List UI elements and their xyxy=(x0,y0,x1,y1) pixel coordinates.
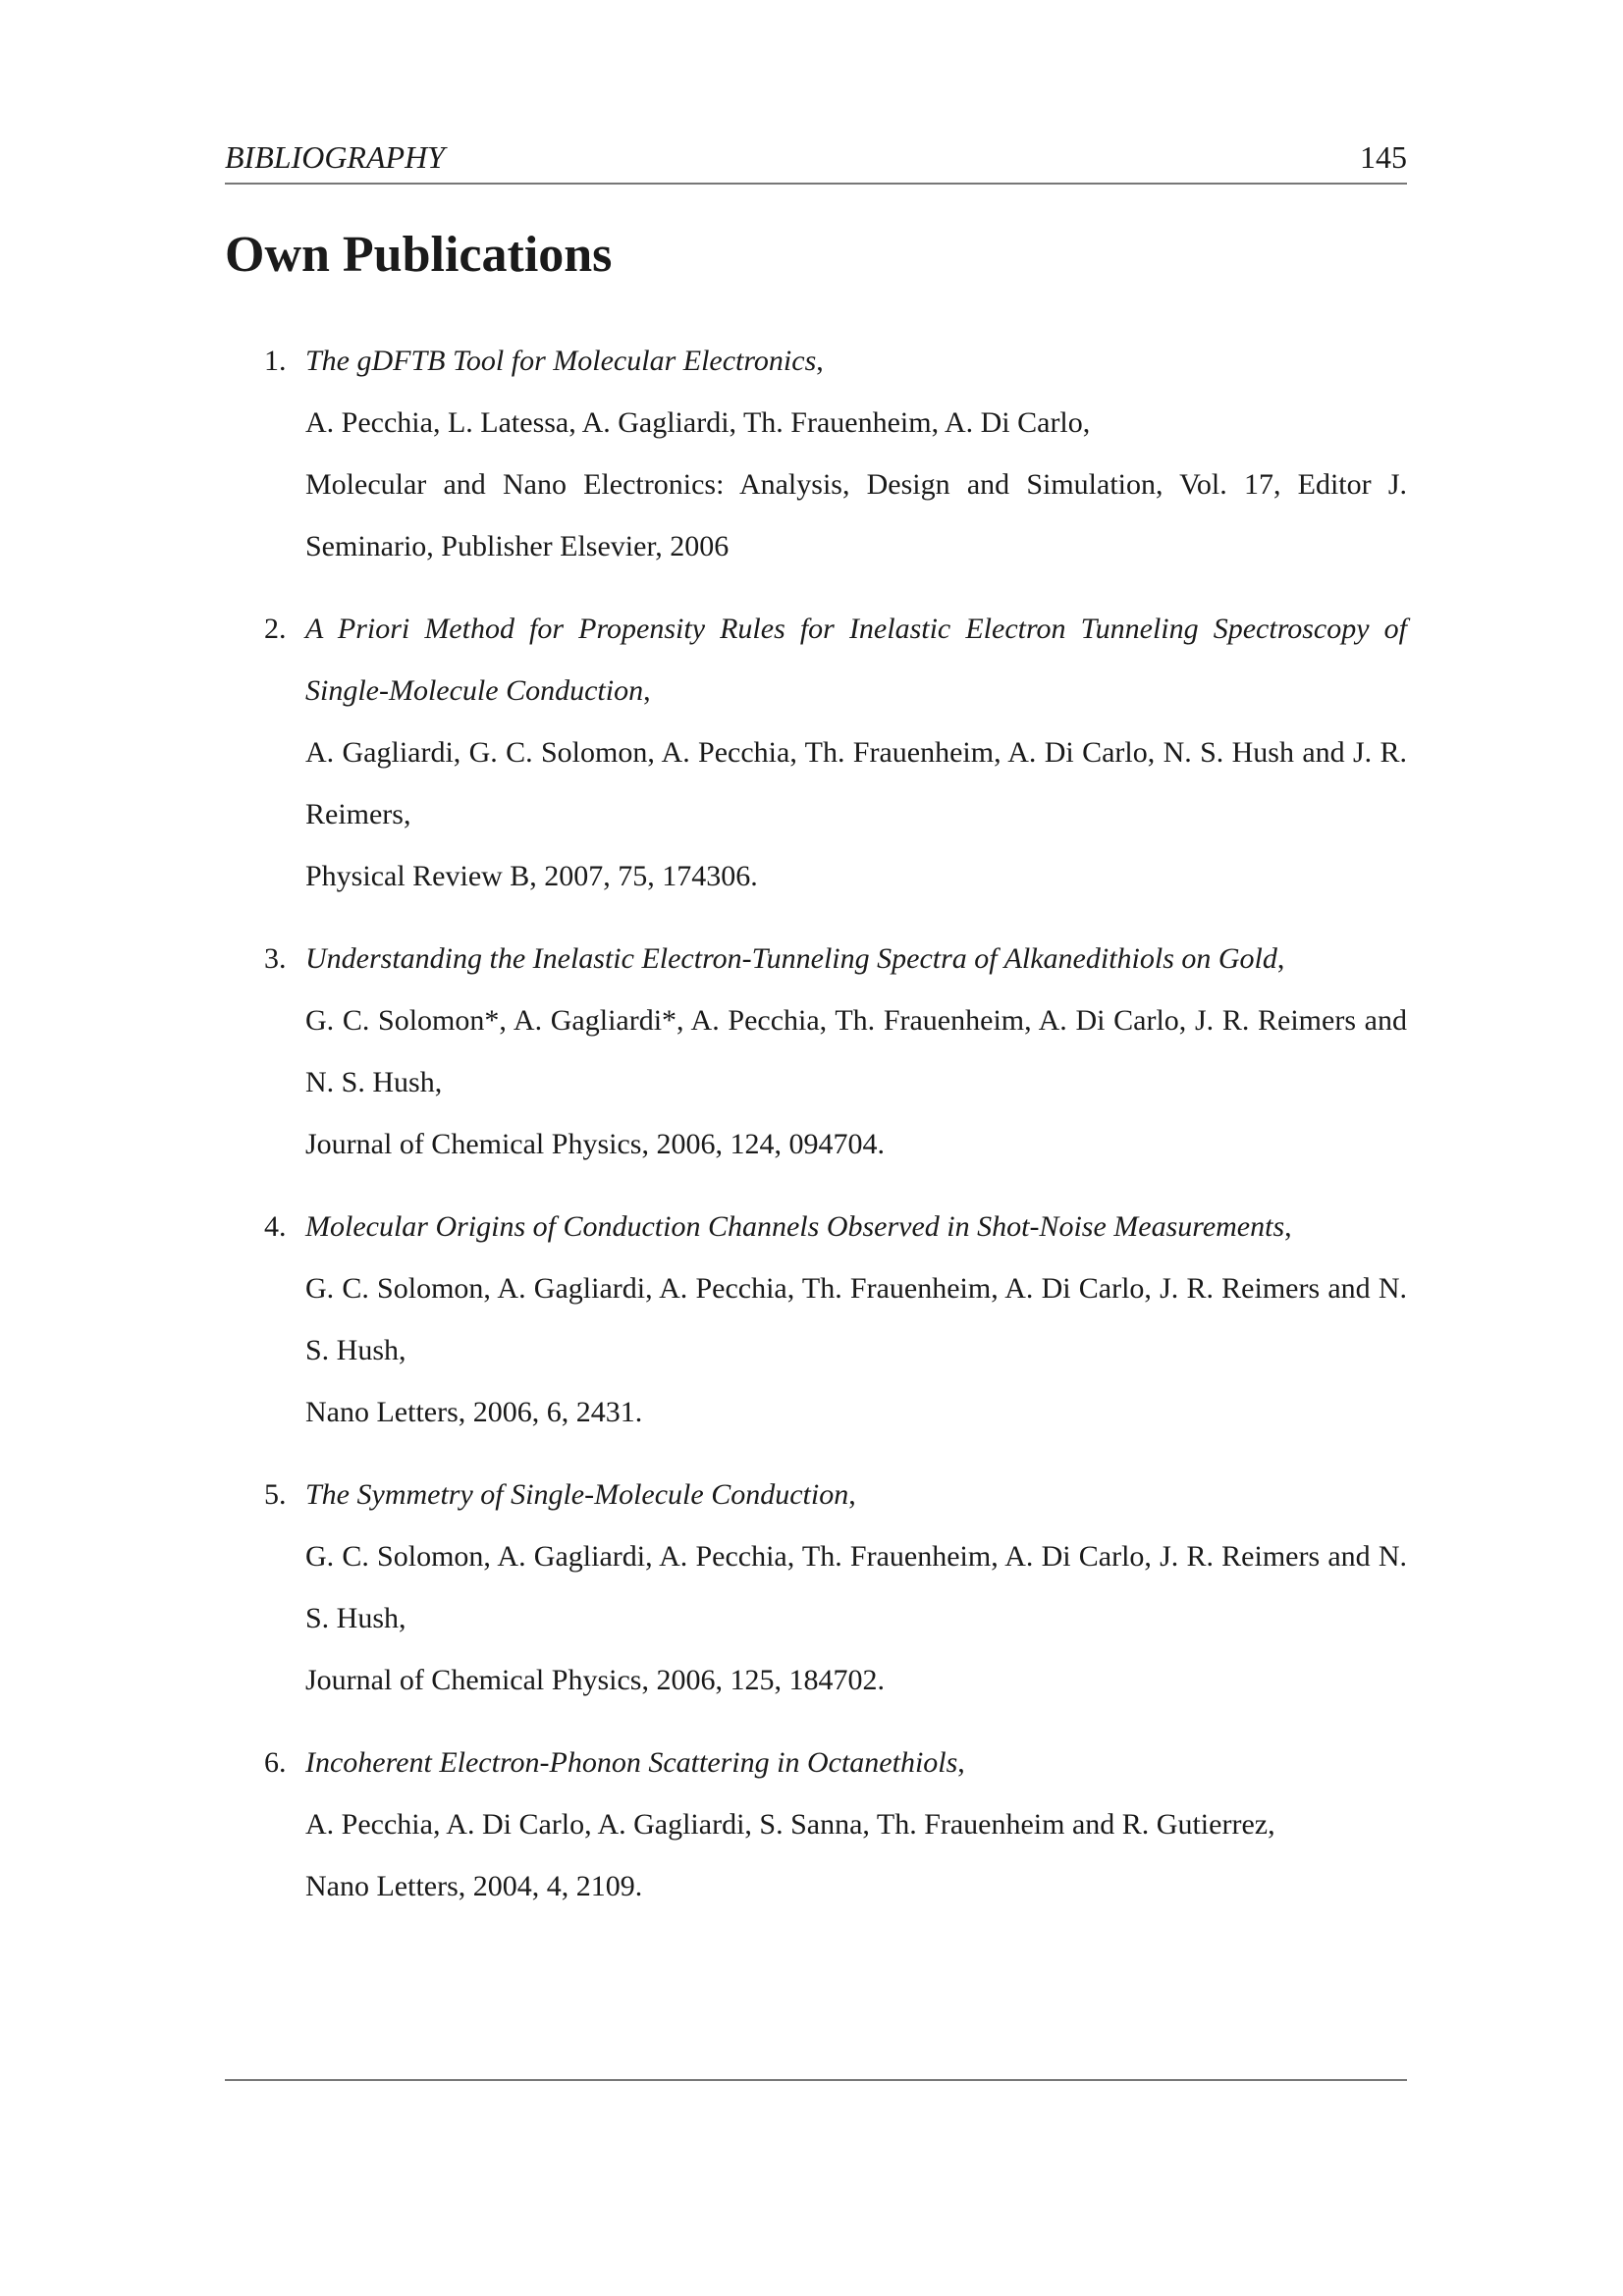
publication-item: 6. Incoherent Electron-Phonon Scattering in Octanethiols, A. Pecchia, A. Di Carlo, A. Gagliardi, S. Sanna, Th. Frauenheim and R. Gutierrez, Nano Letters, 2004, 4, 2109. xyxy=(225,1732,1407,1917)
publication-source: Molecular and Nano Electronics: Analysis, Design and Simulation, Vol. 17, Editor J. Seminario, Publisher Elsevier, 2006 xyxy=(305,468,1407,562)
publication-title: The gDFTB Tool for Molecular Electronics xyxy=(305,345,817,377)
header-rule xyxy=(225,183,1407,185)
publication-source: Journal of Chemical Physics, 2006, 124, 094704. xyxy=(305,1128,885,1160)
publication-authors: G. C. Solomon, A. Gagliardi, A. Pecchia, Th. Frauenheim, A. Di Carlo, J. R. Reimers and N. S. Hush, xyxy=(305,1272,1407,1366)
publication-item: 5. The Symmetry of Single-Molecule Conduction, G. C. Solomon, A. Gagliardi, A. Pecchia, Th. Frauenheim, A. Di Carlo, J. R. Reimers and N. S. Hush, Journal of Chemical Physics, 2006, 125, 184702. xyxy=(225,1464,1407,1711)
publication-title: Molecular Origins of Conduction Channels Observed in Shot-Noise Measurements xyxy=(305,1210,1285,1243)
running-header xyxy=(225,139,1407,183)
footer-rule xyxy=(225,2079,1407,2081)
publication-item: 3. Understanding the Inelastic Electron-Tunneling Spectra of Alkanedithiols on Gold, G. C. Solomon*, A. Gagliardi*, A. Pecchia, Th. Frauenheim, A. Di Carlo, J. R. Reimers and N. S. Hush, Journal of Chemical Physics, 2006, 124, 094704. xyxy=(225,928,1407,1175)
publication-source: Nano Letters, 2006, 6, 2431. xyxy=(305,1396,643,1428)
section-title: Own Publications xyxy=(225,227,613,283)
publication-number: 4. xyxy=(264,1210,287,1243)
publication-authors: A. Pecchia, L. Latessa, A. Gagliardi, Th. Frauenheim, A. Di Carlo, xyxy=(305,406,1091,439)
publication-list xyxy=(225,330,1407,1938)
publication-source: Physical Review B, 2007, 75, 174306. xyxy=(305,860,758,892)
publication-item: 4. Molecular Origins of Conduction Channels Observed in Shot-Noise Measurements, G. C. Solomon, A. Gagliardi, A. Pecchia, Th. Frauenheim, A. Di Carlo, J. R. Reimers and N. S. Hush, Nano Letters, 2006, 6, 2431. xyxy=(225,1196,1407,1443)
publication-number: 3. xyxy=(264,942,287,975)
publication-number: 5. xyxy=(264,1478,287,1511)
publication-number: 1. xyxy=(264,345,287,377)
publication-item: 2. A Priori Method for Propensity Rules for Inelastic Electron Tunneling Spectroscopy of Single-Molecule Conduction, A. Gagliardi, G. C. Solomon, A. Pecchia, Th. Frauenheim, A. Di Carlo, N. S. Hush and J. R. Reimers, Physical Review B, 2007, 75, 174306. xyxy=(225,598,1407,907)
publication-number: 6. xyxy=(264,1746,287,1779)
publication-title: Incoherent Electron-Phonon Scattering in Octanethiols xyxy=(305,1746,958,1779)
publication-item: 1. The gDFTB Tool for Molecular Electronics, A. Pecchia, L. Latessa, A. Gagliardi, Th. Frauenheim, A. Di Carlo, Molecular and Nano Electronics: Analysis, Design and Simulation, Vol. 17, Editor J. Seminario, Publisher Elsevier, 2006 xyxy=(225,330,1407,577)
page-number: 145 xyxy=(1360,139,1407,175)
publication-source: Nano Letters, 2004, 4, 2109. xyxy=(305,1870,643,1902)
publication-authors: A. Pecchia, A. Di Carlo, A. Gagliardi, S. Sanna, Th. Frauenheim and R. Gutierrez, xyxy=(305,1808,1275,1841)
publication-title: Understanding the Inelastic Electron-Tunneling Spectra of Alkanedithiols on Gold xyxy=(305,942,1277,975)
publication-authors: G. C. Solomon*, A. Gagliardi*, A. Pecchia, Th. Frauenheim, A. Di Carlo, J. R. Reimers and N. S. Hush, xyxy=(305,1004,1407,1098)
publication-title: The Symmetry of Single-Molecule Conduction xyxy=(305,1478,849,1511)
publication-number: 2. xyxy=(264,613,287,645)
publication-authors: G. C. Solomon, A. Gagliardi, A. Pecchia, Th. Frauenheim, A. Di Carlo, J. R. Reimers and N. S. Hush, xyxy=(305,1540,1407,1634)
publication-authors: A. Gagliardi, G. C. Solomon, A. Pecchia, Th. Frauenheim, A. Di Carlo, N. S. Hush and J. R. Reimers, xyxy=(305,736,1407,830)
running-header-section: BIBLIOGRAPHY xyxy=(225,139,445,175)
publication-title: A Priori Method for Propensity Rules for Inelastic Electron Tunneling Spectroscopy of Single-Molecule Conduction xyxy=(305,613,1407,707)
publication-source: Journal of Chemical Physics, 2006, 125, 184702. xyxy=(305,1664,885,1696)
